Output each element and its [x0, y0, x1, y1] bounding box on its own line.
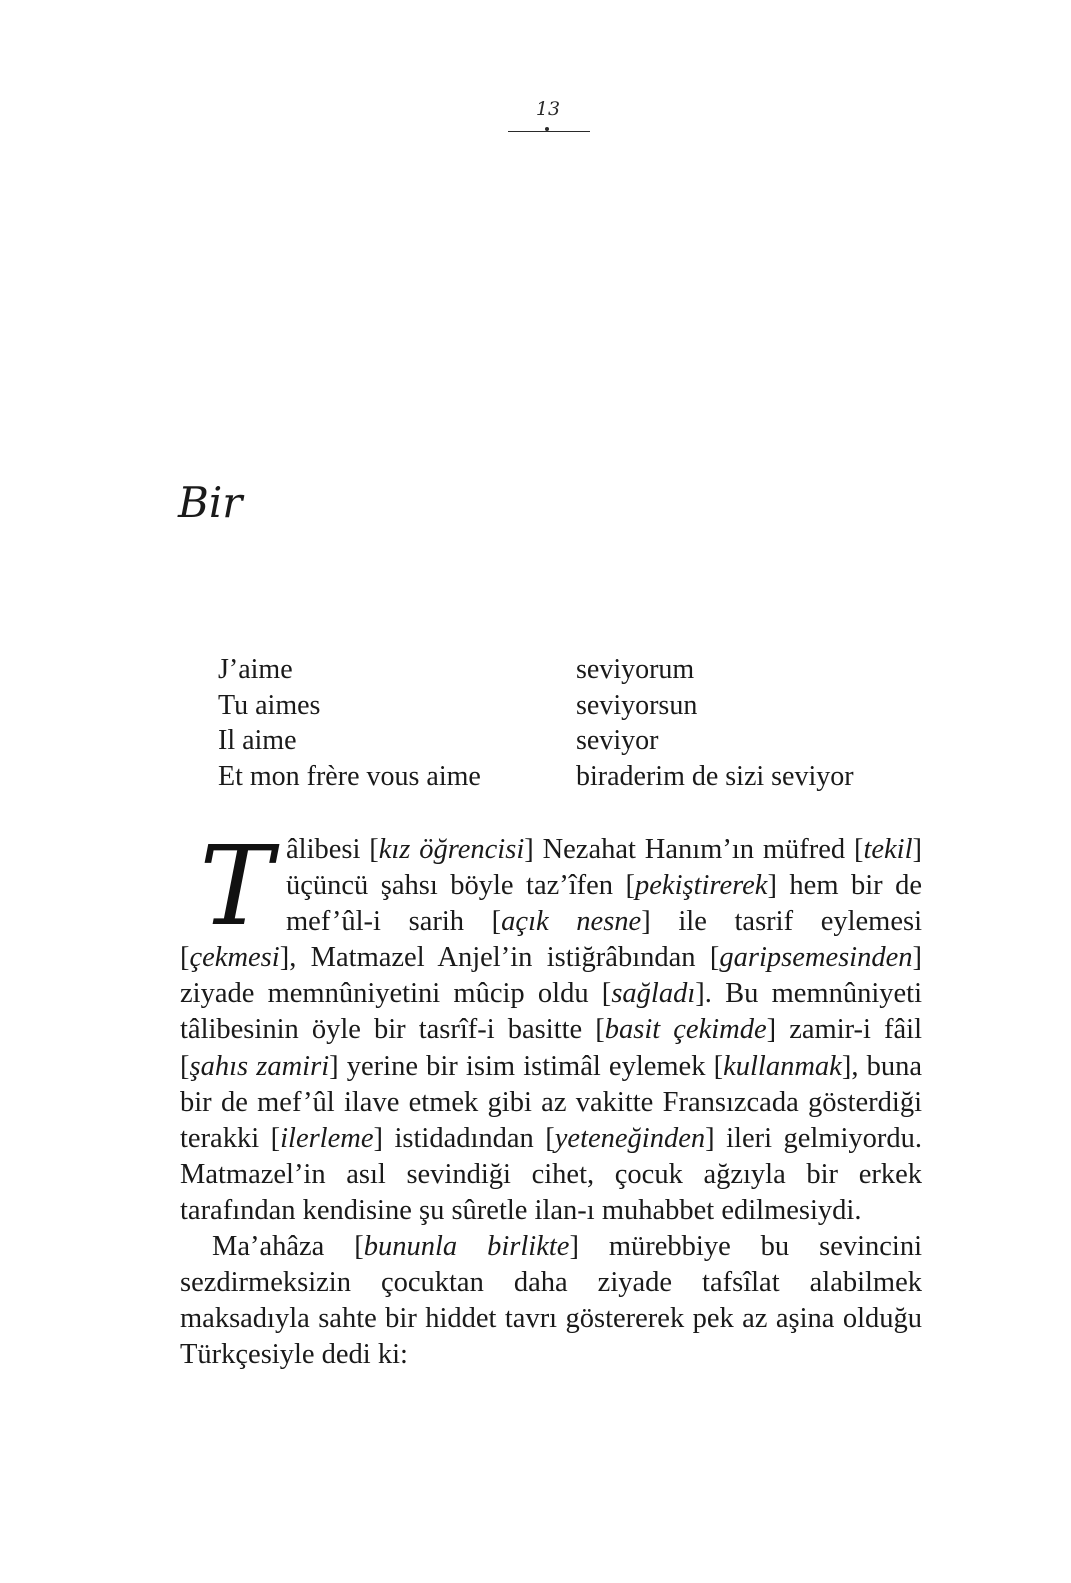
conjugation-row — [218, 688, 918, 724]
body-run: ], buna bir de mef’ûl ilave etmek gibi az vakitte Fransızcada gösterdiği terakki [ — [180, 1050, 922, 1154]
gloss-text: kullanmak — [723, 1050, 842, 1082]
paragraph — [180, 822, 923, 1229]
french-form: Tu aimes — [218, 689, 321, 721]
gloss-text: pekiştirerek — [635, 870, 768, 902]
turkish-translation: seviyorum — [576, 654, 695, 685]
gloss-text: açık nesne — [501, 906, 642, 938]
paragraph — [180, 1229, 922, 1373]
gloss-text: tekil — [863, 834, 913, 865]
page-number: 13 — [535, 98, 561, 120]
drop-cap — [180, 822, 286, 950]
turkish-translation: seviyorsun — [576, 689, 698, 721]
gloss-text: yeteneğinden — [554, 1122, 706, 1154]
body-run: ] üçüncü şahsı böyle taz’îfen [ — [286, 834, 923, 902]
gloss-text: şahıs zamiri — [189, 1050, 330, 1082]
french-form: Et mon frère vous aime — [218, 760, 481, 792]
french-form: Il aime — [218, 725, 297, 756]
body-run: ] Nezahat Hanım’ın müfred [ — [524, 834, 864, 865]
gloss-text: kız öğrencisi — [378, 834, 525, 865]
gloss-text: basit çekimde — [604, 1014, 767, 1046]
body-run: âlibesi [ — [286, 834, 379, 865]
body-run: ], Matmazel Anjel’in istiğrâbından [ — [279, 942, 720, 974]
gloss-text: bununla birlikte — [363, 1231, 570, 1263]
body-run: ] istidadından [ — [373, 1122, 555, 1154]
gloss-text: garipsemesinden — [719, 942, 913, 974]
chapter-title: Bir — [178, 478, 243, 527]
gloss-text: ilerleme — [280, 1122, 374, 1154]
body-run: ] ile tasrif eylemesi [ — [180, 906, 923, 974]
page-number-rule — [508, 131, 590, 132]
body-run: ]. Bu memnûniyeti tâlibesinin öyle bir tasrîf-i basitte [ — [180, 978, 923, 1046]
conjugation-row — [218, 723, 918, 759]
conjugation-row — [218, 759, 918, 795]
body-run: ] zamir-i fâil [ — [180, 1014, 923, 1082]
body-run: Ma’ahâza [ — [212, 1231, 364, 1263]
conjugation-row — [218, 652, 918, 688]
body-text — [180, 822, 923, 1373]
gloss-text: sağladı — [611, 978, 696, 1010]
body-run: ] ileri gelmiyordu. Matmazel’in asıl sevindiği cihet, çocuk ağzıyla bir erkek tarafından kendisine şu sûretle ilan-ı muhabbet edilmesiydi. — [180, 1122, 923, 1226]
page-number-ornament — [545, 127, 549, 131]
french-form: J’aime — [218, 654, 293, 685]
body-run: ] ziyade memnûniyetini mûcip oldu [ — [180, 942, 922, 1010]
body-run: ] yerine bir isim istimâl eylemek [ — [329, 1050, 724, 1082]
body-run: ] mürebbiye bu sevincini sezdirmeksizin çocuktan daha ziyade tafsîlat alabilmek maksadıyla sahte bir hiddet tavrı göstererek pek az aşina olduğu Türkçesiyle dedi ki: — [180, 1231, 923, 1371]
gloss-text: çekmesi — [189, 942, 280, 974]
body-run: ] hem bir de mef’ûl-i sarih [ — [286, 870, 922, 938]
conjugation-table — [218, 652, 918, 794]
turkish-translation: biraderim de sizi seviyor — [576, 760, 854, 792]
turkish-translation: seviyor — [576, 725, 659, 756]
drop-cap-letter: T — [199, 822, 273, 950]
